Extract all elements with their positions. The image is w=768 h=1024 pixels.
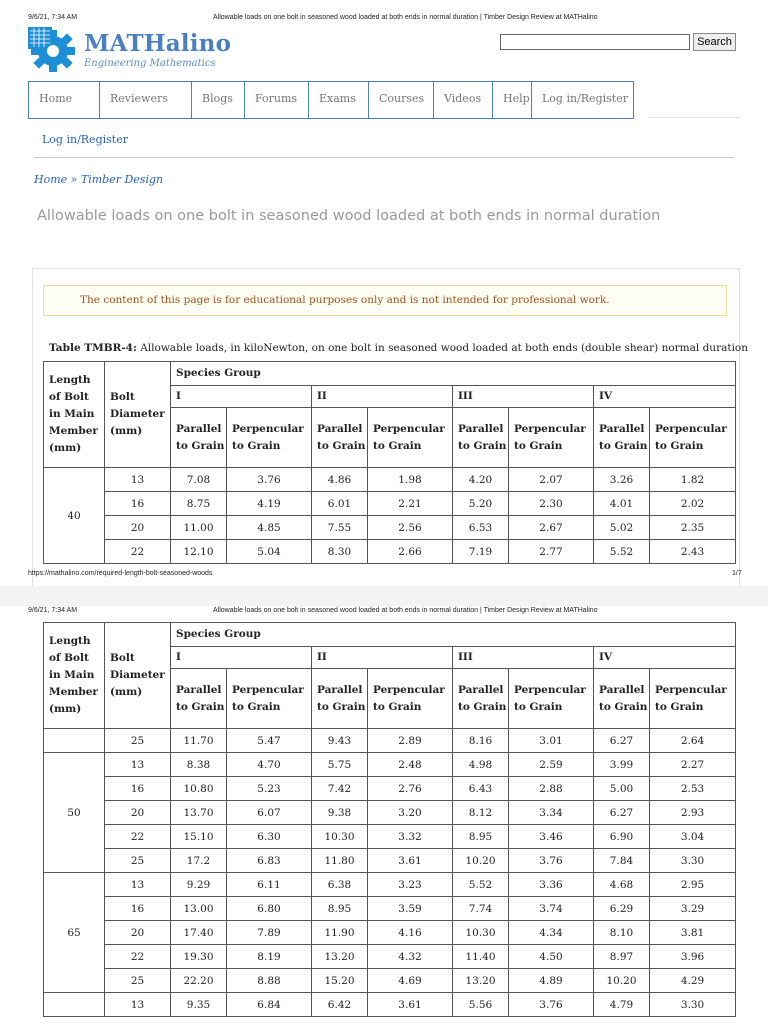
cell-load-value: 2.76 [368, 777, 453, 801]
cell-load-value: 3.61 [368, 993, 453, 1017]
nav-login-register[interactable]: Log in/Register [531, 82, 634, 118]
cell-load-value: 7.08 [171, 468, 227, 492]
cell-load-value: 2.64 [650, 729, 736, 753]
cell-load-value: 10.30 [312, 825, 368, 849]
cell-load-value: 7.42 [312, 777, 368, 801]
table-viewport-page2 [43, 622, 736, 1024]
breadcrumb-timber-design[interactable]: Timber Design [80, 173, 164, 186]
header-perpendicular: Perpencular to Grain [509, 408, 594, 468]
table-row [44, 825, 736, 849]
cell-load-value: 9.29 [171, 873, 227, 897]
header-perpendicular: Perpencular to Grain [650, 669, 736, 729]
cell-load-value: 8.88 [227, 969, 312, 993]
cell-load-value: 4.16 [368, 921, 453, 945]
header-group-iv: IV [594, 647, 736, 669]
cell-length: 65 [44, 873, 105, 993]
cell-load-value: 6.38 [312, 873, 368, 897]
cell-load-value: 2.48 [368, 753, 453, 777]
cell-load-value: 13.00 [171, 897, 227, 921]
cell-load-value: 6.11 [227, 873, 312, 897]
cell-load-value: 8.16 [453, 729, 509, 753]
header-perpendicular: Perpencular to Grain [368, 408, 453, 468]
cell-load-value: 2.67 [509, 516, 594, 540]
header-perpendicular: Perpencular to Grain [227, 408, 312, 468]
cell-load-value: 6.84 [227, 993, 312, 1017]
cell-load-value: 3.76 [509, 849, 594, 873]
cell-load-value: 2.59 [509, 753, 594, 777]
cell-load-value: 7.84 [594, 849, 650, 873]
cell-load-value: 8.12 [453, 801, 509, 825]
main-nav [28, 81, 634, 119]
header-group-ii: II [312, 647, 453, 669]
cell-length [44, 729, 105, 753]
cell-length: 50 [44, 753, 105, 873]
cell-load-value: 3.74 [509, 897, 594, 921]
header-group-iii: III [453, 647, 594, 669]
cell-load-value: 4.50 [509, 945, 594, 969]
header-species-group: Species Group [171, 623, 736, 647]
site-logo-subtitle: Engineering Mathematics [84, 58, 216, 69]
table-row [44, 729, 736, 753]
cell-load-value: 2.43 [650, 540, 736, 564]
nav-exams[interactable]: Exams [308, 82, 368, 118]
cell-load-value: 4.98 [453, 753, 509, 777]
table-caption [49, 342, 748, 354]
cell-load-value: 4.29 [650, 969, 736, 993]
cell-diameter: 16 [105, 492, 171, 516]
divider [34, 157, 734, 158]
cell-diameter: 22 [105, 540, 171, 564]
header-parallel: Parallel to Grain [312, 669, 368, 729]
table-row [44, 969, 736, 993]
header-group-i: I [171, 386, 312, 408]
table-caption-text: Allowable loads, in kiloNewton, on one bolt in seasoned wood loaded at both ends (double shear) normal duration [136, 342, 749, 354]
cell-diameter: 13 [105, 993, 171, 1017]
table-viewport-page1 [43, 361, 736, 566]
cell-load-value: 4.89 [509, 969, 594, 993]
breadcrumb [34, 173, 163, 186]
cell-load-value: 6.80 [227, 897, 312, 921]
cell-load-value: 13.20 [453, 969, 509, 993]
page-break [0, 586, 768, 606]
cell-load-value: 3.99 [594, 753, 650, 777]
cell-load-value: 22.20 [171, 969, 227, 993]
cell-load-value: 2.56 [368, 516, 453, 540]
header-group-ii: II [312, 386, 453, 408]
page-title: Allowable loads on one bolt in seasoned wood loaded at both ends in normal duration [37, 208, 661, 224]
cell-load-value: 11.80 [312, 849, 368, 873]
login-register-link[interactable]: Log in/Register [42, 133, 128, 146]
cell-load-value: 3.76 [227, 468, 312, 492]
cell-load-value: 3.26 [594, 468, 650, 492]
cell-load-value: 6.07 [227, 801, 312, 825]
cell-load-value: 5.52 [453, 873, 509, 897]
nav-courses[interactable]: Courses [368, 82, 433, 118]
cell-diameter: 22 [105, 945, 171, 969]
cell-load-value: 4.68 [594, 873, 650, 897]
header-species-group: Species Group [171, 362, 736, 386]
cell-diameter: 20 [105, 516, 171, 540]
cell-diameter: 16 [105, 777, 171, 801]
breadcrumb-home[interactable]: Home [34, 173, 68, 186]
cell-load-value: 13.70 [171, 801, 227, 825]
cell-load-value: 4.86 [312, 468, 368, 492]
cell-load-value: 2.21 [368, 492, 453, 516]
cell-load-value: 6.42 [312, 993, 368, 1017]
header-perpendicular: Perpencular to Grain [227, 669, 312, 729]
cell-load-value: 17.2 [171, 849, 227, 873]
cell-load-value: 15.20 [312, 969, 368, 993]
table-row [44, 777, 736, 801]
print-title: Allowable loads on one bolt in seasoned wood loaded at both ends in normal duration | Timber Design Review at MATHalino [213, 14, 598, 21]
cell-load-value: 15.10 [171, 825, 227, 849]
cell-load-value: 8.75 [171, 492, 227, 516]
cell-load-value: 5.47 [227, 729, 312, 753]
cell-load-value: 5.02 [594, 516, 650, 540]
table-body-page1 [44, 468, 736, 564]
cell-diameter: 16 [105, 897, 171, 921]
nav-forums[interactable]: Forums [244, 82, 308, 118]
cell-load-value: 10.30 [453, 921, 509, 945]
cell-load-value: 1.82 [650, 468, 736, 492]
cell-load-value: 5.04 [227, 540, 312, 564]
cell-load-value: 4.69 [368, 969, 453, 993]
cell-load-value: 2.53 [650, 777, 736, 801]
cell-load-value: 3.01 [509, 729, 594, 753]
cell-diameter: 20 [105, 801, 171, 825]
cell-load-value: 2.93 [650, 801, 736, 825]
bolt-load-table [43, 361, 736, 564]
cell-load-value: 6.83 [227, 849, 312, 873]
print-datetime-page2: 9/6/21, 7:34 AM [28, 607, 78, 614]
header-parallel: Parallel to Grain [171, 669, 227, 729]
header-parallel: Parallel to Grain [453, 669, 509, 729]
header-group-iii: III [453, 386, 594, 408]
cell-load-value: 2.02 [650, 492, 736, 516]
header-group-iv: IV [594, 386, 736, 408]
cell-load-value: 4.32 [368, 945, 453, 969]
cell-load-value: 8.97 [594, 945, 650, 969]
logo-gear-icon[interactable] [28, 27, 78, 73]
search-input[interactable] [500, 34, 690, 50]
cell-load-value: 10.80 [171, 777, 227, 801]
cell-load-value: 8.19 [227, 945, 312, 969]
header-parallel: Parallel to Grain [594, 669, 650, 729]
table-row [44, 849, 736, 873]
cell-load-value: 11.40 [453, 945, 509, 969]
cell-load-value: 2.88 [509, 777, 594, 801]
cell-load-value: 3.59 [368, 897, 453, 921]
nav-reviewers[interactable]: Reviewers [99, 82, 191, 118]
cell-load-value: 4.01 [594, 492, 650, 516]
cell-load-value: 5.23 [227, 777, 312, 801]
cell-load-value: 17.40 [171, 921, 227, 945]
nav-blogs[interactable]: Blogs [191, 82, 244, 118]
cell-load-value: 6.29 [594, 897, 650, 921]
cell-load-value: 3.36 [509, 873, 594, 897]
cell-load-value: 6.43 [453, 777, 509, 801]
print-title-page2: Allowable loads on one bolt in seasoned wood loaded at both ends in normal duration | Timber Design Review at MATHalino [213, 607, 598, 614]
cell-load-value: 3.32 [368, 825, 453, 849]
cell-load-value: 5.52 [594, 540, 650, 564]
table-caption-label: Table TMBR-4: [49, 342, 137, 354]
header-parallel: Parallel to Grain [171, 408, 227, 468]
cell-load-value: 3.61 [368, 849, 453, 873]
cell-load-value: 2.30 [509, 492, 594, 516]
cell-load-value: 3.34 [509, 801, 594, 825]
header-diameter: Bolt Diameter (mm) [105, 362, 171, 468]
table-row [44, 801, 736, 825]
header-parallel: Parallel to Grain [453, 408, 509, 468]
cell-load-value: 3.30 [650, 849, 736, 873]
cell-load-value: 8.95 [453, 825, 509, 849]
header-diameter: Bolt Diameter (mm) [105, 623, 171, 729]
cell-load-value: 3.04 [650, 825, 736, 849]
header-perpendicular: Perpencular to Grain [650, 408, 736, 468]
breadcrumb-separator: » [67, 173, 81, 186]
cell-load-value: 6.01 [312, 492, 368, 516]
header-parallel: Parallel to Grain [312, 408, 368, 468]
cell-diameter: 25 [105, 969, 171, 993]
cell-load-value: 6.27 [594, 729, 650, 753]
cell-load-value: 4.79 [594, 993, 650, 1017]
footer-page-number: 1/7 [732, 570, 742, 577]
cell-load-value: 7.89 [227, 921, 312, 945]
notice-banner: The content of this page is for educational purposes only and is not intended for professional work. [43, 285, 727, 316]
cell-load-value: 6.53 [453, 516, 509, 540]
header-length: Length of Bolt in Main Member (mm) [44, 362, 105, 468]
table-row [44, 753, 736, 777]
cell-load-value: 10.20 [594, 969, 650, 993]
cell-diameter: 13 [105, 873, 171, 897]
cell-load-value: 4.70 [227, 753, 312, 777]
cell-load-value: 3.20 [368, 801, 453, 825]
cell-load-value: 7.74 [453, 897, 509, 921]
cell-length [44, 993, 105, 1017]
cell-load-value: 8.95 [312, 897, 368, 921]
cell-load-value: 2.35 [650, 516, 736, 540]
bolt-load-table-continued [43, 622, 736, 1017]
cell-load-value: 6.30 [227, 825, 312, 849]
cell-load-value: 5.00 [594, 777, 650, 801]
header-length: Length of Bolt in Main Member (mm) [44, 623, 105, 729]
cell-load-value: 9.43 [312, 729, 368, 753]
site-logo-title[interactable]: MATHalino [84, 30, 232, 57]
cell-load-value: 4.19 [227, 492, 312, 516]
cell-load-value: 5.20 [453, 492, 509, 516]
cell-load-value: 3.23 [368, 873, 453, 897]
search-button[interactable]: Search [693, 33, 736, 51]
cell-load-value: 4.85 [227, 516, 312, 540]
cell-load-value: 2.07 [509, 468, 594, 492]
table-row [44, 516, 736, 540]
cell-load-value: 2.77 [509, 540, 594, 564]
cell-diameter: 22 [105, 825, 171, 849]
cell-load-value: 3.81 [650, 921, 736, 945]
cell-load-value: 1.98 [368, 468, 453, 492]
table-row [44, 540, 736, 564]
header-parallel: Parallel to Grain [594, 408, 650, 468]
nav-videos[interactable]: Videos [433, 82, 492, 118]
cell-diameter: 20 [105, 921, 171, 945]
print-datetime: 9/6/21, 7:34 AM [28, 14, 78, 21]
cell-load-value: 3.76 [509, 993, 594, 1017]
nav-help[interactable]: Help [492, 82, 531, 118]
footer-url[interactable]: https://mathalino.com/required-length-bolt-seasoned-woods [28, 570, 213, 577]
header-perpendicular: Perpencular to Grain [368, 669, 453, 729]
cell-load-value: 4.20 [453, 468, 509, 492]
header-perpendicular: Perpencular to Grain [509, 669, 594, 729]
table-row [44, 897, 736, 921]
cell-length: 40 [44, 468, 105, 564]
table-row [44, 492, 736, 516]
cell-load-value: 2.89 [368, 729, 453, 753]
cell-diameter: 13 [105, 468, 171, 492]
cell-load-value: 2.66 [368, 540, 453, 564]
cell-diameter: 13 [105, 753, 171, 777]
cell-load-value: 7.19 [453, 540, 509, 564]
cell-load-value: 3.30 [650, 993, 736, 1017]
cell-load-value: 6.90 [594, 825, 650, 849]
cell-load-value: 3.29 [650, 897, 736, 921]
nav-home[interactable]: Home [28, 82, 99, 118]
nav-divider [648, 117, 740, 118]
cell-load-value: 11.00 [171, 516, 227, 540]
table-row [44, 468, 736, 492]
cell-load-value: 8.30 [312, 540, 368, 564]
cell-load-value: 10.20 [453, 849, 509, 873]
table-row [44, 993, 736, 1017]
cell-load-value: 7.55 [312, 516, 368, 540]
table-row [44, 921, 736, 945]
cell-load-value: 2.27 [650, 753, 736, 777]
cell-load-value: 3.46 [509, 825, 594, 849]
cell-load-value: 19.30 [171, 945, 227, 969]
cell-load-value: 11.90 [312, 921, 368, 945]
table-row [44, 873, 736, 897]
cell-load-value: 11.70 [171, 729, 227, 753]
cell-load-value: 6.27 [594, 801, 650, 825]
cell-diameter: 25 [105, 849, 171, 873]
cell-load-value: 13.20 [312, 945, 368, 969]
cell-load-value: 8.10 [594, 921, 650, 945]
cell-load-value: 12.10 [171, 540, 227, 564]
header-group-i: I [171, 647, 312, 669]
cell-load-value: 9.38 [312, 801, 368, 825]
cell-load-value: 4.34 [509, 921, 594, 945]
cell-load-value: 8.38 [171, 753, 227, 777]
cell-load-value: 5.56 [453, 993, 509, 1017]
cell-load-value: 9.35 [171, 993, 227, 1017]
cell-load-value: 3.96 [650, 945, 736, 969]
cell-load-value: 2.95 [650, 873, 736, 897]
table-row [44, 945, 736, 969]
table-body-page2 [44, 729, 736, 1017]
cell-diameter: 25 [105, 729, 171, 753]
cell-load-value: 5.75 [312, 753, 368, 777]
